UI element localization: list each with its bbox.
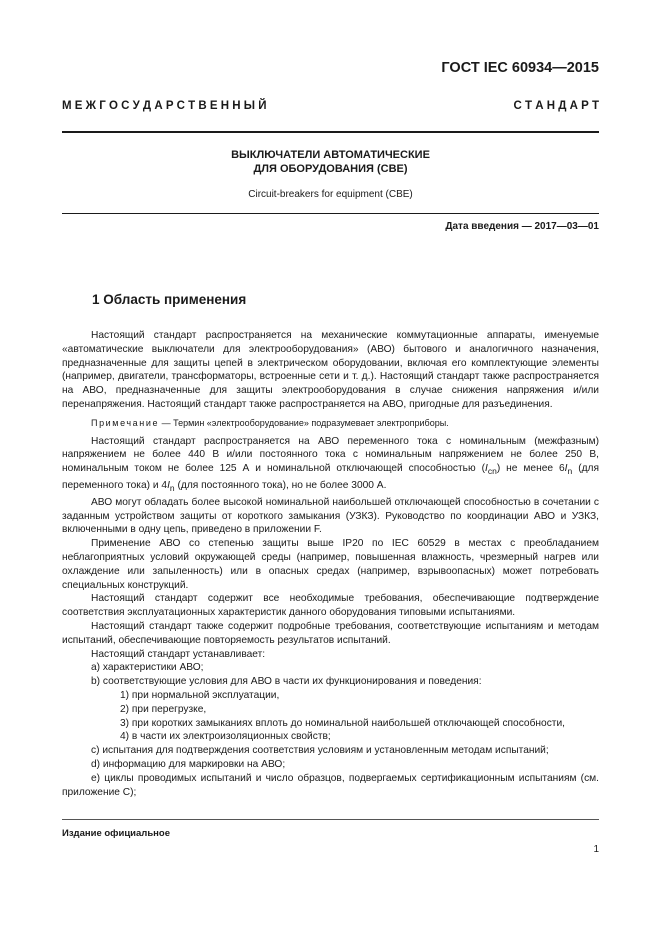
list-item: d) информацию для маркировки на АВО; [91, 758, 286, 770]
in-subscript: n [567, 466, 573, 477]
in-subscript-2: n [169, 483, 175, 494]
title-rule [62, 213, 599, 214]
page-number: 1 [593, 844, 599, 855]
paragraph-test-methods: Настоящий стандарт также содержит подробные требования, соответствующие испытаниям и методам испытаний, обеспечивающие повторяемость результатов испытаний. [62, 621, 599, 646]
paragraph-ratings [62, 435, 599, 496]
ratings-text-c: (для переменного тока) и 4 [62, 463, 599, 491]
paragraph-scope: Настоящий стандарт распространяется на механические коммутационные аппараты, именуемые «автоматические выключатели для электрооборудования» (АВО) бытового и аналогичного назначения, предназначенные для защиты цепей в электрическом оборудовании, включая его комплектующие элементы (например, двигатели, трансформаторы, встроенные сети и т. д.). Настоящий стандарт также распространяется на АВО, предназначенные для защиты электрооборудования в случае снижения напряжения и/или перенапряжения. Настоящий стандарт также распространяется на АВО, пригодные для разъединения. [62, 330, 599, 410]
english-title: Circuit-breakers for equipment (CBE) [248, 189, 413, 200]
note-label: Примечание [91, 417, 160, 428]
note [62, 417, 599, 431]
paragraph-establishes: Настоящий стандарт устанавливает: [91, 648, 266, 660]
list-subitem: 4) в части их электроизоляционных свойств; [120, 731, 331, 743]
banner-word-standard: С Т А Н Д А Р Т [513, 100, 599, 112]
paragraph-requirements: Настоящий стандарт содержит все необходимые требования, обеспечивающие подтверждение соответствия эксплуатационных характеристик данного оборудования типовыми испытаниями. [62, 593, 599, 619]
document-title [62, 148, 599, 176]
banner-word-interstate: М Е Ж Г О С У Д А Р С Т В Е Н Н Ы Й [62, 100, 267, 112]
list-item: а) характеристики АВО; [91, 662, 204, 674]
paragraph-environment: Применение АВО со степенью защиты выше IP20 по IEC 60529 в местах с преобладанием неблагоприятных условий окружающей среды (например, повышенная влажность, чрезмерный нагрев или охлаждение или запыленность) или в опасных средах (например, взрывоопасных) может потребовать специальных конструкций. [62, 538, 599, 591]
standard-type-banner [62, 100, 599, 112]
list-subitem: 3) при коротких замыканиях вплоть до номинальной наибольшей отключающей способности, [120, 717, 565, 729]
list-item: c) испытания для подтверждения соответствия условиям и установленным методам испытаний; [91, 745, 549, 757]
section-heading: 1 Область применения [92, 292, 247, 307]
header-rule [62, 131, 599, 133]
title-line-2: ДЛЯ ОБОРУДОВАНИЯ (СВЕ) [253, 163, 408, 175]
in-symbol: I [564, 463, 568, 475]
list-subitem: 1) при нормальной эксплуатации, [120, 689, 280, 701]
ratings-text-d: (для постоянного тока), но не более 3000 А. [174, 480, 387, 491]
list-subitem: 2) при перегрузке, [120, 703, 207, 715]
official-edition-label: Издание официальное [62, 828, 170, 839]
note-text: — Термин «электрооборудование» подразумевает электроприборы. [161, 417, 449, 428]
footer-rule [62, 819, 599, 820]
standard-designation: ГОСТ IEC 60934—2015 [441, 60, 599, 76]
paragraph-coordination: АВО могут обладать более высокой номинальной наибольшей отключающей способностью в сочетании с заданным устройством защиты от короткого замыкания (УЗКЗ). Руководство по координации АВО и УЗКЗ, включенными в одну цепь, приведено в приложении F. [62, 496, 599, 536]
title-line-1: ВЫКЛЮЧАТЕЛИ АВТОМАТИЧЕСКИЕ [231, 149, 430, 161]
ratings-text-a: Настоящий стандарт распространяется на АВО переменного тока с номинальным (межфазным) напряжением не более 440 В и/или постоянного тока с номинальным напряжением не более 250 В, номинальным током не более 125 А и номинальной отключающей способностью ( [62, 435, 599, 475]
list-item: b) соответствующие условия для АВО в части их функционирования и поведения: [91, 676, 482, 688]
in-symbol-2: I [167, 480, 170, 491]
ratings-text-b: ) не менее 6 [496, 463, 565, 475]
list-item: е) циклы проводимых испытаний и число образцов, подвергаемых сертификационным испытаниям (см. приложение С); [62, 772, 599, 798]
icn-symbol: I [484, 463, 488, 475]
introduction-date: Дата введения — 2017—03—01 [445, 221, 599, 232]
icn-subscript: cn [487, 466, 497, 477]
section-body [62, 329, 599, 799]
